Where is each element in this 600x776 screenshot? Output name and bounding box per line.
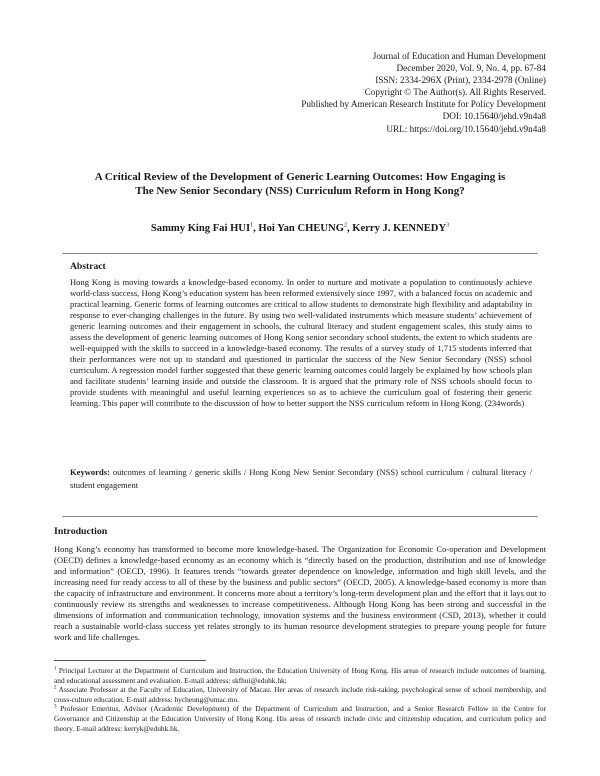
keywords-text: outcomes of learning / generic skills / Hong Kong New Senior Secondary (NSS) school curriculum / cultural literacy / student engagement [70,467,532,490]
footnote-text: Professor Emeritus, Advisor (Academic Development) of the Department of Curriculum and Instruction, and a Senior Research Fellow in the Centre for Governance and Citizenship at the Education University of Hong Kong. His areas of research include civic and citizenship education, and curriculum policy and theory. E-mail address: kerryk@eduhk.hk. [54,704,547,733]
footnote-mark: 3 [54,704,57,710]
footnote [54,685,546,704]
footnote [54,704,546,733]
abstract-heading: Abstract [70,261,106,272]
journal-issue: December 2020, Vol. 9, No. 4, pp. 67-84 [396,63,546,74]
abstract-top-divider [62,253,538,254]
author-footnote-mark[interactable]: 3 [446,222,450,229]
footnote-text: Associate Professor at the Faculty of Education, University of Macau. Her areas of research include risk-taking, psychological sense of school membership, and cross-culture education. E-mail address: hycheung@umac.mo. [54,685,546,704]
journal-copyright: Copyright © The Author(s). All Rights Reserved. [364,87,546,98]
journal-doi[interactable]: DOI: 10.15640/jehd.v9n4a8 [442,111,546,122]
footnote-divider [54,660,206,661]
paper-title [54,170,546,198]
abstract-bottom-divider [62,516,538,517]
author-name: Sammy King Fai HUI [150,223,251,234]
journal-info [301,50,546,135]
journal-name: Journal of Education and Human Development [372,51,546,61]
keywords [70,466,532,491]
author-name: Hoi Yan CHEUNG [258,223,344,234]
footnote-text: Principal Lecturer at the Department of Curriculum and Instruction, the Education University of Hong Kong. His areas of research include outcomes of learning, and educational assessment and evaluation. E-mail address: skfhui@eduhk.hk; [54,666,546,685]
introduction-heading: Introduction [54,526,108,537]
author-name: Kerry J. KENNEDY [352,223,447,234]
author-footnote-mark[interactable]: 2 [343,222,347,229]
journal-issn: ISSN: 2334-296X (Print), 2334-2978 (Online) [375,75,546,86]
footnote-mark: 1 [54,666,57,672]
author-footnote-mark[interactable]: 1 [250,222,254,229]
journal-url[interactable]: URL: https://doi.org/10.15640/jehd.v9n4a8 [386,123,546,134]
footnote [54,666,546,685]
footnotes [54,666,546,733]
paper-title-line-2: The New Senior Secondary (NSS) Curriculum Reform in Hong Kong? [135,185,465,197]
author-separator: , [253,223,259,234]
introduction-body: Hong Kong’s economy has transformed to become more knowledge-based. The Organization for Economic Co-operation and Development (OECD) defines a knowledge-based economy as an economy which is “directly based on the production, distribution and use of knowledge and information” (OECD, 1996). It features trends “towards greater dependence on knowledge, information and high skill levels, and the increasing need for ready access to all of these by the business and public sectors” (OECD, 2005). A knowledge-based economy is more than the capacity of infrastructure and environment. It concerns more about a territory’s long-term development plan and the effort that it lays out to continuously review its strengths and weaknesses to increase competitiveness. Although Hong Kong has been strong and successful in the dimensions of information and communication technology, innovation systems and the business environment (CSD, 2013), whether it could reach a sustainable world-class success yet relates strongly to its human resource development strategies to prepare young people for future work and life challenges. [54,544,546,642]
journal-publisher: Published by American Research Institute for Policy Development [301,99,546,110]
footnote-mark: 2 [54,685,57,691]
keywords-label: Keywords: [70,467,110,477]
paper-title-line-1: A Critical Review of the Development of Generic Learning Outcomes: How Engaging is [94,171,506,183]
abstract-body: Hong Kong is moving towards a knowledge-based economy. In order to nurture and motivate a population to continuously achieve world-class success, Hong Kong’s education system has been reformed extensively since 1997, with a balanced focus on academic and practical learning. Generic forms of learning outcomes are critical to allow students to demonstrate high flexibility and adaptability in response to ever-changing challenges in the future. By using two well-validated instruments which measure students’ achievement of generic learning outcomes and their engagement in schools, the cultural literacy and student engagement scales, this study aims to assess the development of generic learning outcomes of Hong Kong senior secondary school students, the extent to which students are well-equipped with the skills to succeed in a knowledge-based economy. The results of a survey study of 1,715 students inferred that their performances were not up to standard and questioned in particular the success of the New Senior Secondary (NSS) school curriculum. A regression model further suggested that these generic learning outcomes could largely be explained by how schools plan and facilitate students’ learning inside and outside the classroom. It is argued that the primary role of NSS schools should focus to provide students with meaningful and useful learning experiences so as to achieve the curriculum goal of fostering their generic learning. This paper will contribute to the discussion of how to better support the NSS curriculum reform in Hong Kong. (234words) [70,277,532,408]
author-list [54,222,546,236]
author-separator: , [346,223,353,234]
